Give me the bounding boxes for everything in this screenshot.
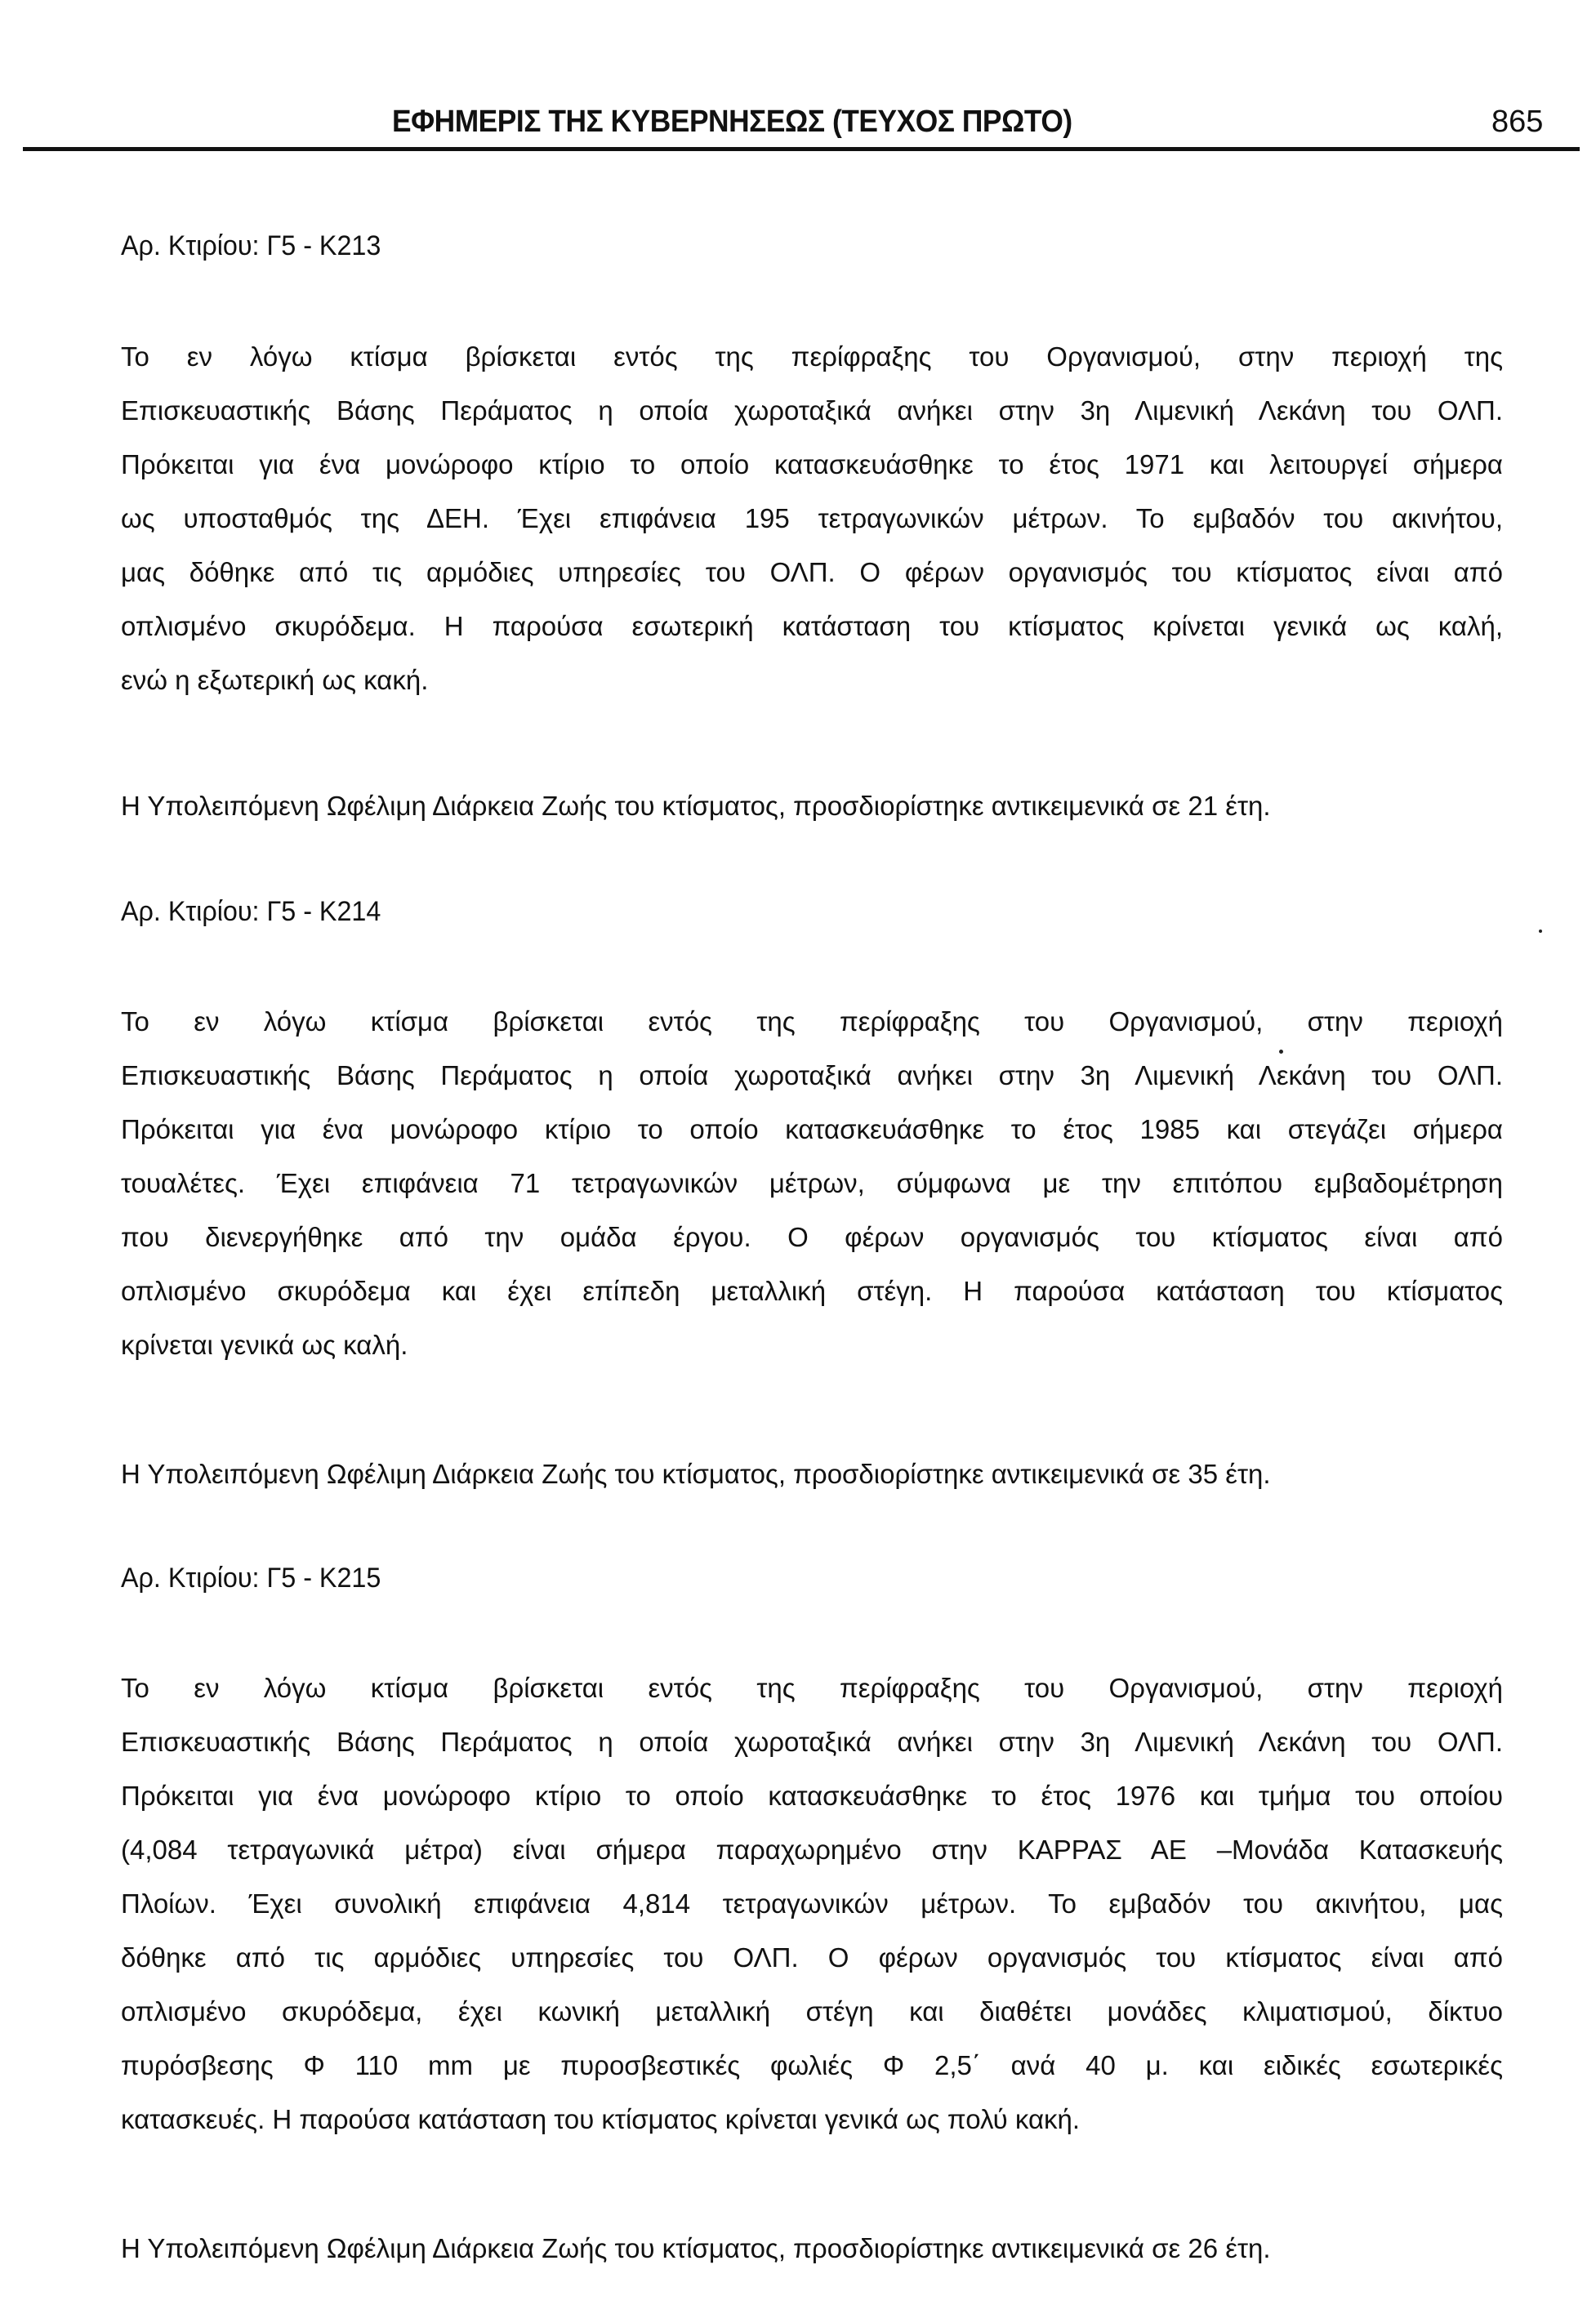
paragraph-line: Πρόκειται για ένα μονώροφο κτίριο το οποίο κατασκευάσθηκε το έτος 1976 και τμήμα του οποίου <box>121 1781 1503 1811</box>
paragraph-line: πυρόσβεσης Φ 110 mm με πυροσβεστικές φωλιές Φ 2,5΄ ανά 40 μ. και ειδικές εσωτερικές <box>121 2050 1503 2080</box>
header-divider <box>23 147 1580 151</box>
paragraph-line: κρίνεται γενικά ως καλή. <box>121 1330 408 1360</box>
paragraph-line: Το εν λόγω κτίσμα βρίσκεται εντός της περίφραξης του Οργανισμού, στην περιοχή <box>121 1006 1503 1037</box>
paragraph-line: κατασκευές. Η παρούσα κατάσταση του κτίσματος κρίνεται γενικά ως πολύ κακή. <box>121 2104 1081 2134</box>
paragraph-line: ως υποσταθμός της ΔΕΗ. Έχει επιφάνεια 195 τετραγωνικών μέτρων. Το εμβαδόν του ακινήτου, <box>121 503 1503 533</box>
paragraph-line: τουαλέτες. Έχει επιφάνεια 71 τετραγωνικών μέτρων, σύμφωνα με την επιτόπου εμβαδομέτρηση <box>121 1168 1503 1198</box>
paragraph-line: οπλισμένο σκυρόδεμα, έχει κωνική μεταλλική στέγη και διαθέτει μονάδες κλιματισμού, δίκτυο <box>121 1996 1503 2026</box>
paragraph-line: Επισκευαστικής Βάσης Περάματος η οποία χωροταξικά ανήκει στην 3η Λιμενική Λεκάνη του ΟΛΠ. <box>121 1727 1503 1757</box>
building-heading: Αρ. Κτιρίου: Γ5 - Κ213 <box>121 230 381 261</box>
remaining-life-statement: Η Υπολειπόμενη Ωφέλιμη Διάρκεια Ζωής του κτίσματος, προσδιορίστηκε αντικειμενικά σε 21 έτη. <box>121 791 1271 821</box>
scan-speck <box>1539 930 1542 933</box>
paragraph-line: Πλοίων. Έχει συνολική επιφάνεια 4,814 τετραγωνικών μέτρων. Το εμβαδόν του ακινήτου, μας <box>121 1888 1503 1919</box>
remaining-life-statement: Η Υπολειπόμενη Ωφέλιμη Διάρκεια Ζωής του κτίσματος, προσδιορίστηκε αντικειμενικά σε 26 έτη. <box>121 2233 1271 2263</box>
paragraph-line: Επισκευαστικής Βάσης Περάματος η οποία χωροταξικά ανήκει στην 3η Λιμενική Λεκάνη του ΟΛΠ. <box>121 1060 1503 1090</box>
paragraph-line: Επισκευαστικής Βάσης Περάματος η οποία χωροταξικά ανήκει στην 3η Λιμενική Λεκάνη του ΟΛΠ. <box>121 395 1503 426</box>
page-header <box>0 0 1596 155</box>
paragraph-line: οπλισμένο σκυρόδεμα. Η παρούσα εσωτερική κατάσταση του κτίσματος κρίνεται γενικά ως καλή, <box>121 611 1503 641</box>
page-number: 865 <box>1491 105 1544 139</box>
paragraph-line: μας δόθηκε από τις αρμόδιες υπηρεσίες του ΟΛΠ. Ο φέρων οργανισμός του κτίσματος είναι από <box>121 557 1503 587</box>
paragraph-line: ενώ η εξωτερική ως κακή. <box>121 665 429 695</box>
building-heading: Αρ. Κτιρίου: Γ5 - Κ214 <box>121 896 381 927</box>
paragraph-line: Το εν λόγω κτίσμα βρίσκεται εντός της περίφραξης του Οργανισμού, στην περιοχή της <box>121 341 1503 372</box>
paragraph-line: που διενεργήθηκε από την ομάδα έργου. Ο φέρων οργανισμός του κτίσματος είναι από <box>121 1222 1503 1252</box>
paragraph-line: (4,084 τετραγωνικά μέτρα) είναι σήμερα παραχωρημένο στην ΚΑΡΡΑΣ ΑΕ –Μονάδα Κατασκευής <box>121 1835 1503 1865</box>
paragraph-line: οπλισμένο σκυρόδεμα και έχει επίπεδη μεταλλική στέγη. Η παρούσα κατάσταση του κτίσματος <box>121 1276 1503 1306</box>
paragraph-line: Πρόκειται για ένα μονώροφο κτίριο το οποίο κατασκευάσθηκε το έτος 1985 και στεγάζει σήμερα <box>121 1114 1503 1144</box>
paragraph-line: δόθηκε από τις αρμόδιες υπηρεσίες του ΟΛΠ. Ο φέρων οργανισμός του κτίσματος είναι από <box>121 1942 1503 1973</box>
building-heading: Αρ. Κτιρίου: Γ5 - Κ215 <box>121 1563 381 1594</box>
paragraph-line: Πρόκειται για ένα μονώροφο κτίριο το οποίο κατασκευάσθηκε το έτος 1971 και λειτουργεί σήμερα <box>121 449 1503 479</box>
gazette-title: ΕΦΗΜΕΡΙΣ ΤΗΣ ΚΥΒΕΡΝΗΣΕΩΣ (ΤΕΥΧΟΣ ΠΡΩΤΟ) <box>392 105 1072 139</box>
remaining-life-statement: Η Υπολειπόμενη Ωφέλιμη Διάρκεια Ζωής του κτίσματος, προσδιορίστηκε αντικειμενικά σε 35 έτη. <box>121 1459 1271 1489</box>
paragraph-line: Το εν λόγω κτίσμα βρίσκεται εντός της περίφραξης του Οργανισμού, στην περιοχή <box>121 1673 1503 1703</box>
scan-speck <box>1279 1050 1283 1054</box>
